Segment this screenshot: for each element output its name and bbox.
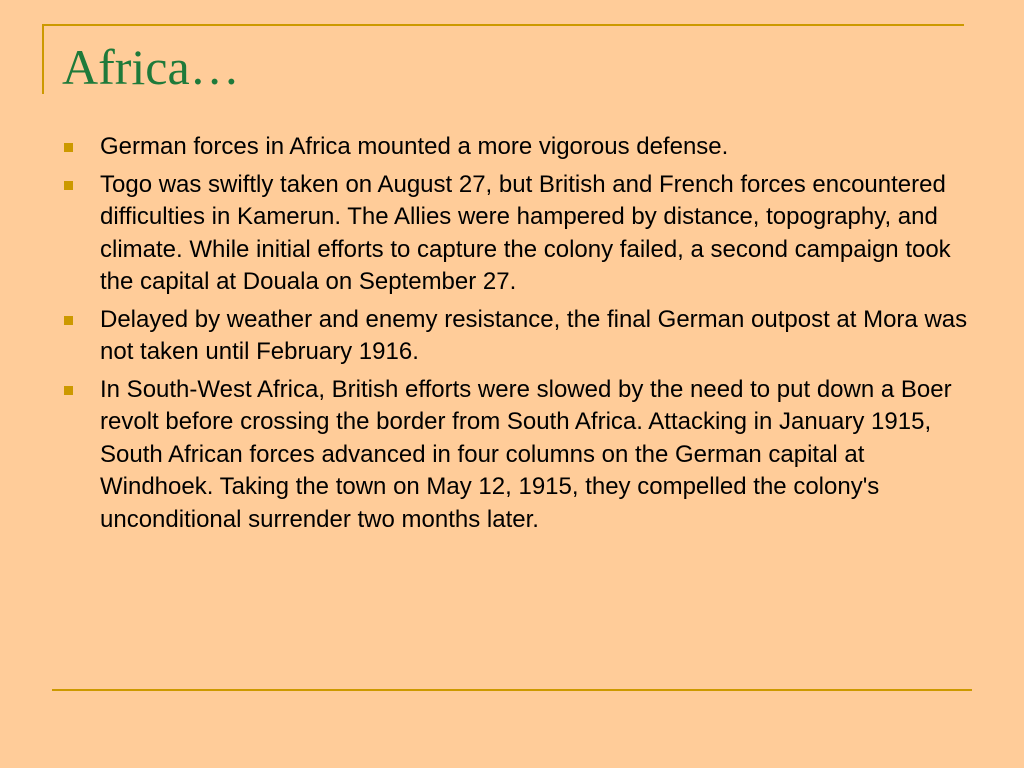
bullet-item [62,304,972,369]
square-bullet-icon [64,143,73,152]
bullet-item [62,374,972,537]
bullet-list [62,131,972,541]
bullet-text: Togo was swiftly taken on August 27, but British and French forces encountered difficulties in Kamerun. The Allies were hampered by distance, topography, and climate. While initial efforts to capture the colony failed, a second campaign took the capital at Douala on September 27. [100,170,951,295]
bullet-text: In South-West Africa, British efforts were slowed by the need to put down a Boer revolt before crossing the border from South Africa. Attacking in January 1915, South African forces advanced in four columns on the German capital at Windhoek. Taking the town on May 12, 1915, they compelled the colony's unconditional surrender two months later. [100,375,952,533]
top-rule [42,24,964,26]
bullet-item [62,169,972,299]
left-rule [42,24,44,94]
bullet-item [62,131,972,164]
bullet-text: German forces in Africa mounted a more vigorous defense. [100,133,729,160]
bullet-text: Delayed by weather and enemy resistance, the final German outpost at Mora was not taken until February 1916. [100,305,968,365]
square-bullet-icon [64,386,73,395]
slide-title: Africa… [62,39,240,95]
square-bullet-icon [64,181,73,190]
square-bullet-icon [64,316,73,325]
bottom-rule [52,689,972,691]
